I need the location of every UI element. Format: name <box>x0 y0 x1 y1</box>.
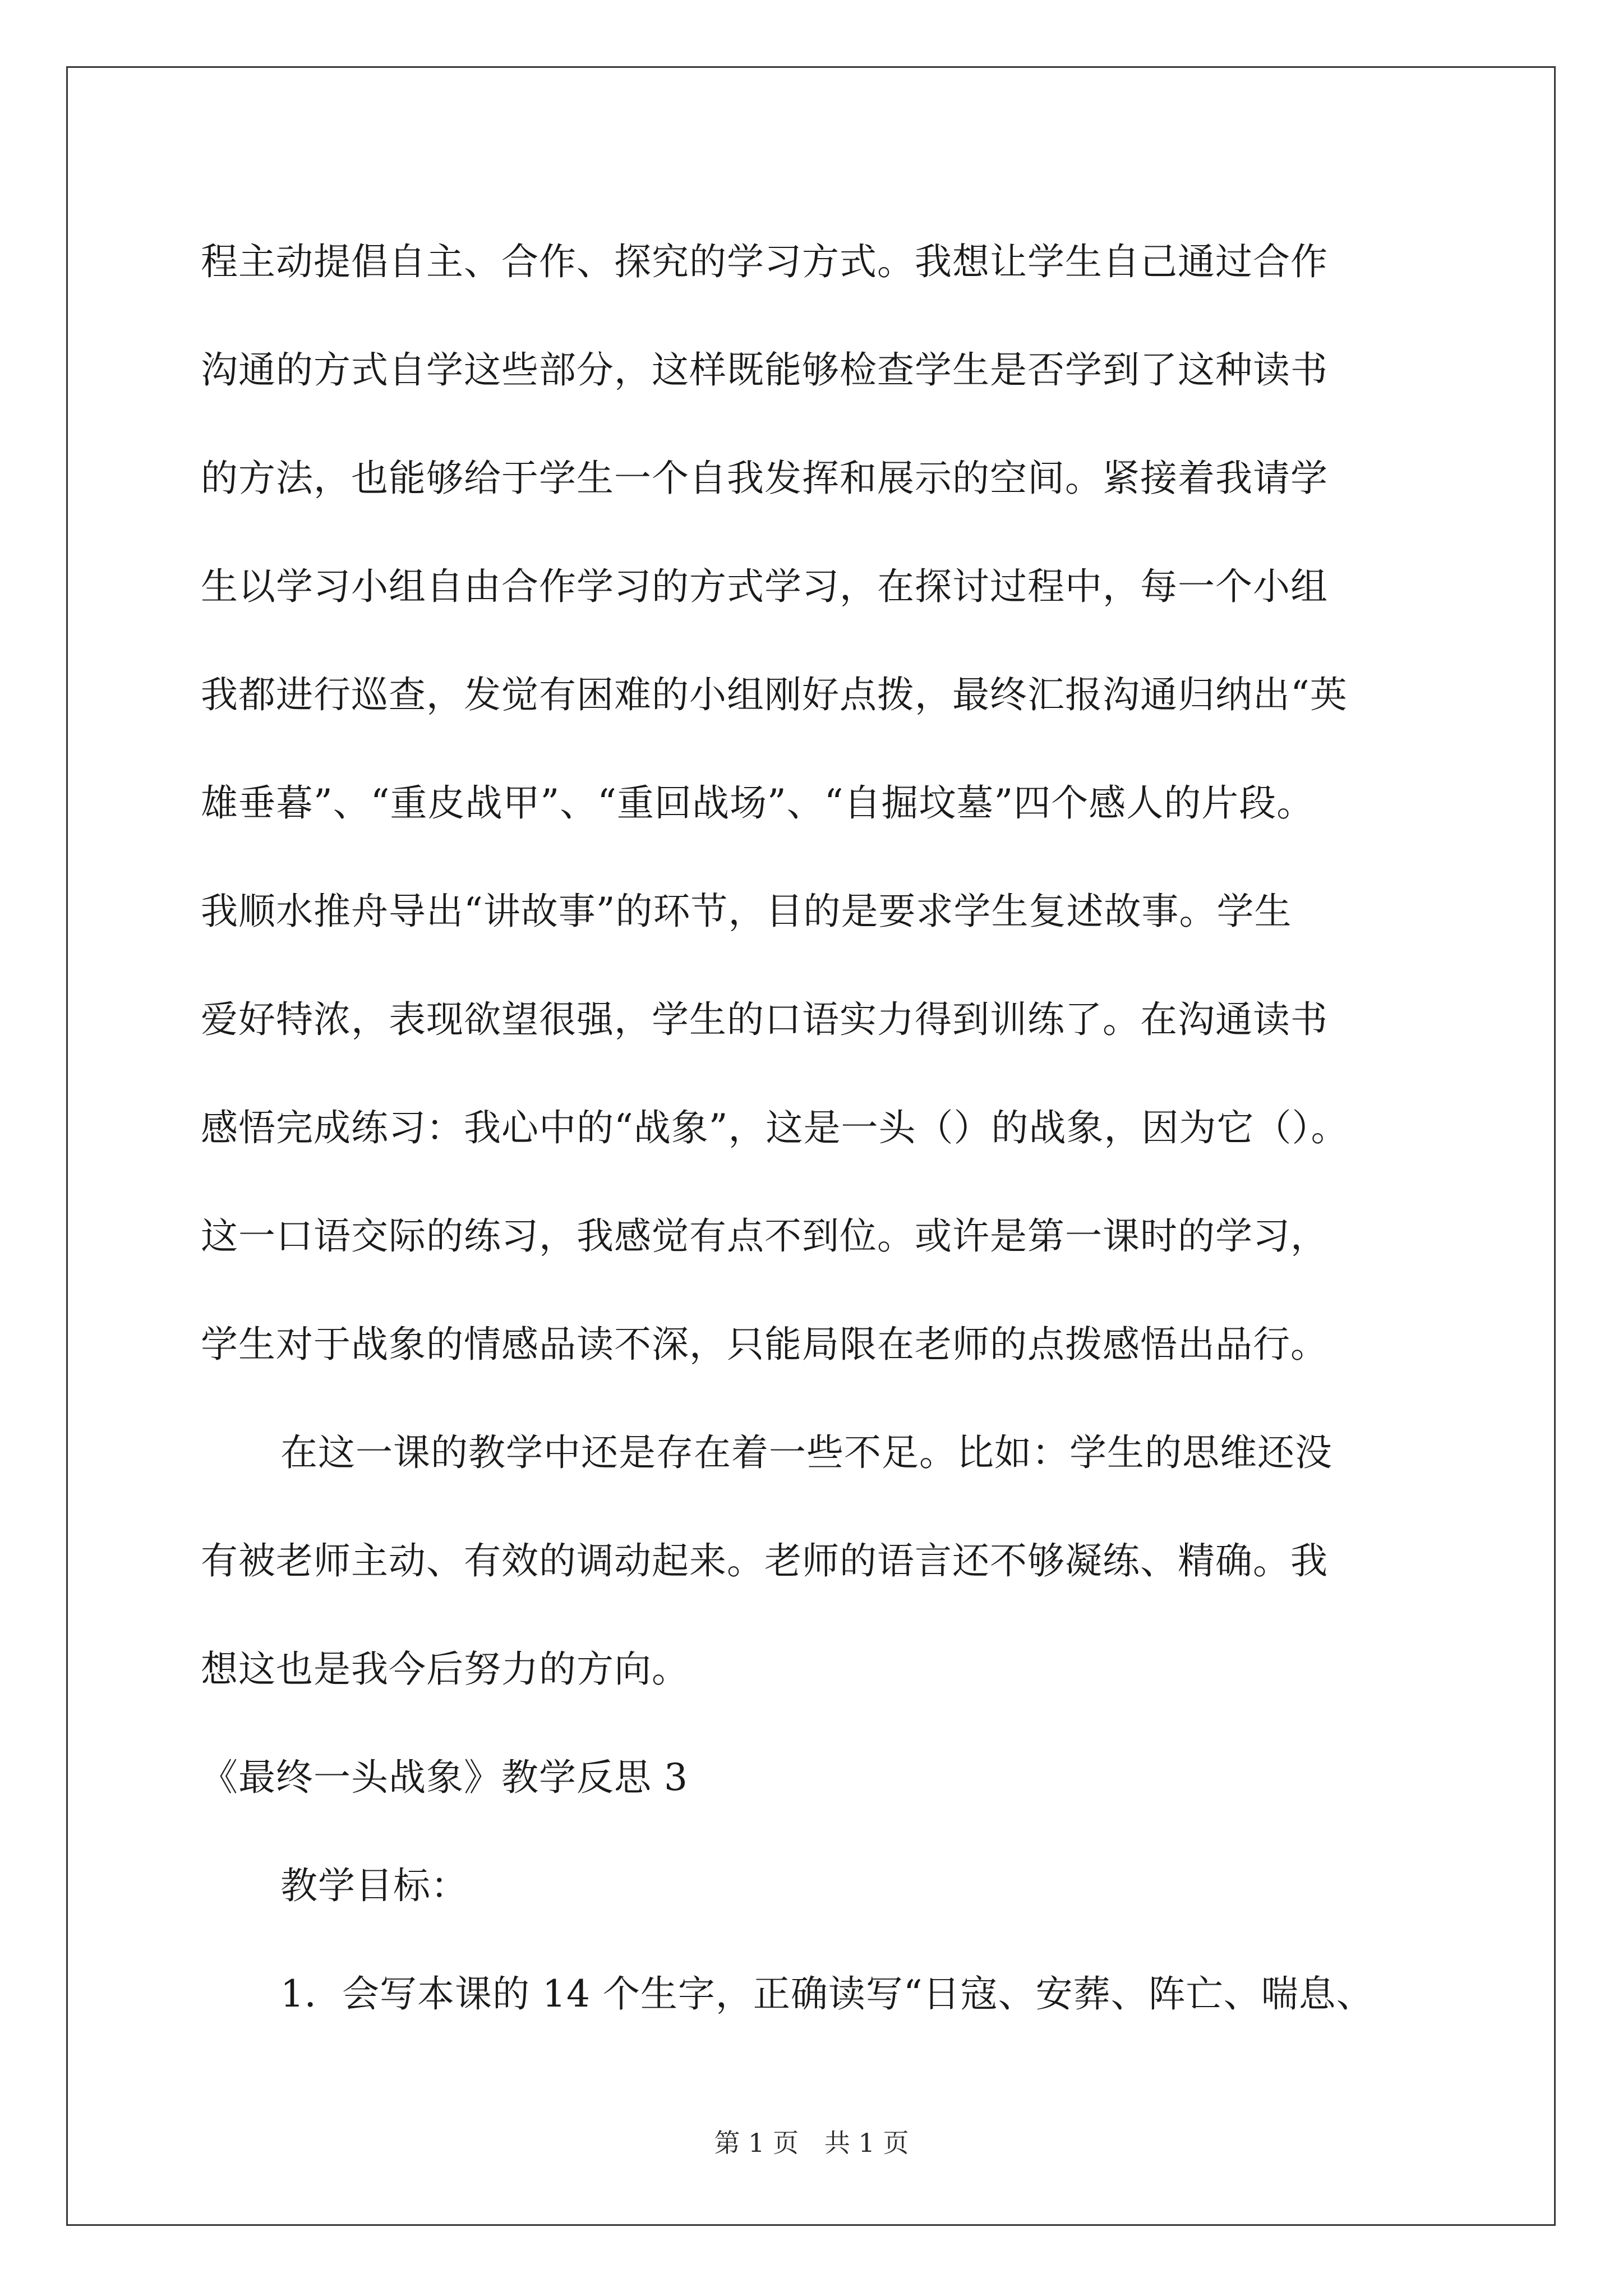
paragraph-1 <box>201 208 1435 1398</box>
page-number: 第 1 页 <box>714 2128 799 2158</box>
text-line: 学生对于战象的情感品读不深，只能局限在老师的点拨感悟出品行。 <box>201 1323 1328 1366</box>
text-line: 程主动提倡自主、合作、探究的学习方式。我想让学生自己通过合作 <box>201 240 1328 283</box>
text-line: 在这一课的教学中还是存在着一些不足。比如：学生的思维还没 <box>280 1431 1332 1474</box>
text-line: 雄垂暮”、“重皮战甲”、“重回战场”、“自掘坟墓”四个感人的片段。 <box>201 781 1315 825</box>
text-line: 的方法，也能够给于学生一个自我发挥和展示的空间。紧接着我请学 <box>201 457 1328 500</box>
list-item: 1．会写本课的 14 个生字，正确读写“日寇、安葬、阵亡、喘息、 <box>280 1972 1374 2016</box>
text-line: 有被老师主动、有效的调动起来。老师的语言还不够凝练、精确。我 <box>201 1539 1328 1582</box>
text-line: 我顺水推舟导出“讲故事”的环节，目的是要求学生复述故事。学生 <box>201 890 1292 933</box>
text-line: 生以学习小组自由合作学习的方式学习，在探讨过程中，每一个小组 <box>201 565 1328 608</box>
text-line: 爱好特浓，表现欲望很强，学生的口语实力得到训练了。在沟通读书 <box>201 998 1328 1041</box>
page-footer <box>0 2126 1623 2160</box>
document-body <box>201 208 1435 2048</box>
text-line: 想这也是我今后努力的方向。 <box>201 1648 689 1691</box>
text-line: 我都进行巡查，发觉有困难的小组刚好点拨，最终汇报沟通归纳出“英 <box>201 673 1348 716</box>
text-line: 沟通的方式自学这些部分，这样既能够检查学生是否学到了这种读书 <box>201 348 1328 392</box>
section-title: 《最终一头战象》教学反思 3 <box>201 1756 688 1799</box>
text-line: 这一口语交际的练习，我感觉有点不到位。或许是第一课时的学习， <box>201 1214 1328 1258</box>
page-total: 共 1 页 <box>824 2128 909 2158</box>
paragraph-2 <box>201 1398 1435 1723</box>
subheading: 教学目标： <box>280 1864 468 1907</box>
text-line: 感悟完成练习：我心中的“战象”，这是一头（）的战象，因为它（）。 <box>201 1106 1349 1149</box>
